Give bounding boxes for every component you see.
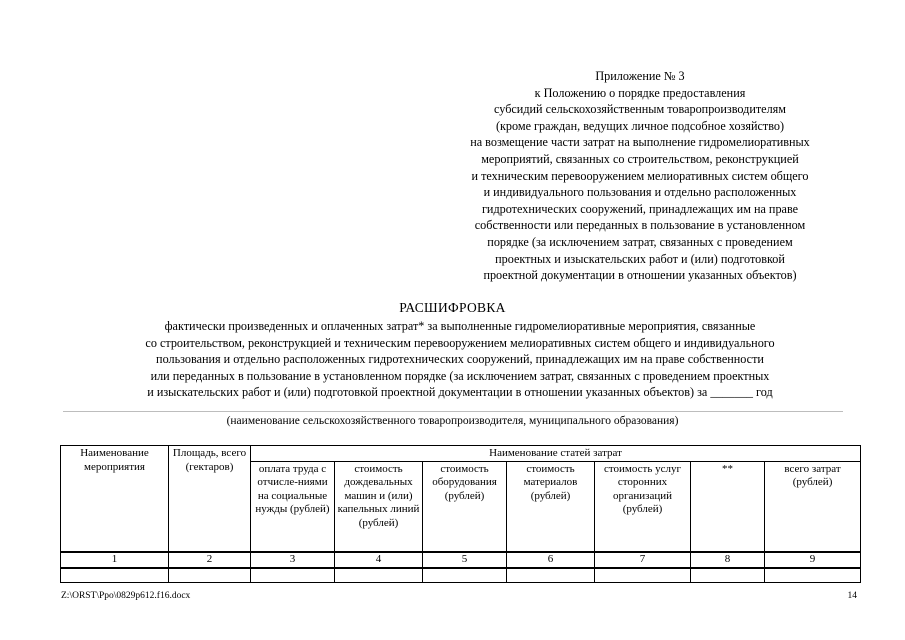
appendix-line: и техническим перевооружением мелиоративных систем общего [471,168,809,183]
subtitle-line: со строительством, реконструкцией и техническим перевооружением мелиоративных систем общего и индивидуального [145,335,775,350]
table-cell [61,568,169,583]
fill-in-caption: (наименование сельскохозяйственного товаропроизводителя, муниципального образования) [226,415,679,427]
col-other-header: ** [691,461,765,552]
appendix-line: Приложение № 3 [595,69,685,83]
appendix-line: порядке (за исключением затрат, связанных с проведением [487,234,793,249]
document-subtitle [40,318,880,401]
col-materials-header: стоимость материалов (рублей) [507,461,595,552]
costs-table [60,445,861,583]
col-total-header: всего затрат (рублей) [765,461,861,552]
appendix-line: на возмещение части затрат на выполнение гидромелиоративных [470,135,810,150]
appendix-line: мероприятий, связанных со строительством, реконструкцией [481,151,799,166]
appendix-line: к Положению о порядке предоставления [534,85,746,100]
appendix-header [425,68,855,284]
table-row [61,568,861,583]
table-cell [765,568,861,583]
table-cell [595,568,691,583]
table-header-row [61,446,861,462]
col-services-header: стоимость услуг сторонних организаций (рублей) [595,461,691,552]
column-number: 3 [251,552,335,568]
column-number: 4 [335,552,423,568]
subtitle-line: пользования и отдельно расположенных гидротехнических сооружений, принадлежащих им на праве собственности [156,352,764,367]
col-equipment-header: стоимость оборудования (рублей) [423,461,507,552]
column-number: 8 [691,552,765,568]
subtitle-line: или переданных в пользование в установленном порядке (за исключением затрат, связанных с проведением проектных [150,368,770,383]
table-cell [169,568,251,583]
appendix-line: проектной документации в отношении указанных объектов) [483,268,797,283]
column-number: 2 [169,552,251,568]
column-number: 6 [507,552,595,568]
col-area-header: Площадь, всего (гектаров) [169,446,251,552]
table-cell [335,568,423,583]
column-number: 1 [61,552,169,568]
column-number: 9 [765,552,861,568]
table-cell [507,568,595,583]
column-number: 7 [595,552,691,568]
appendix-line: проектных и изыскательских работ и (или) подготовкой [495,251,785,266]
file-path: Z:\ORST\Ppo\0829p612.f16.docx [61,591,191,601]
fill-in-line [63,411,843,412]
subtitle-line: фактически произведенных и оплаченных затрат* за выполненные гидромелиоративные мероприятия, связанные [164,319,756,333]
subtitle-line: и изыскательских работ и (или) подготовкой проектной документации в отношении указанных объектов) за _______ год [147,385,773,400]
table-cell [691,568,765,583]
page-number: 14 [847,591,857,601]
column-number: 5 [423,552,507,568]
col-event-header: Наименование мероприятия [61,446,169,552]
appendix-line: и индивидуального пользования и отдельно расположенных [483,185,797,200]
appendix-line: собственности или переданных в пользование в установленном [474,218,806,233]
col-labor-header: оплата труда с отчисле-ниями на социальные нужды (рублей) [251,461,335,552]
column-numbers-row [61,552,861,568]
appendix-line: субсидий сельскохозяйственным товаропроизводителям [494,102,786,117]
appendix-line: гидротехнических сооружений, принадлежащих им на праве [481,201,799,216]
appendix-line: (кроме граждан, ведущих личное подсобное хозяйство) [495,118,785,133]
col-irrigation-machines-header: стоимость дождевальных машин и (или) капельных линий (рублей) [335,461,423,552]
table-cell [423,568,507,583]
document-title: РАСШИФРОВКА [399,300,506,315]
cost-items-group-header: Наименование статей затрат [251,446,861,462]
table-cell [251,568,335,583]
